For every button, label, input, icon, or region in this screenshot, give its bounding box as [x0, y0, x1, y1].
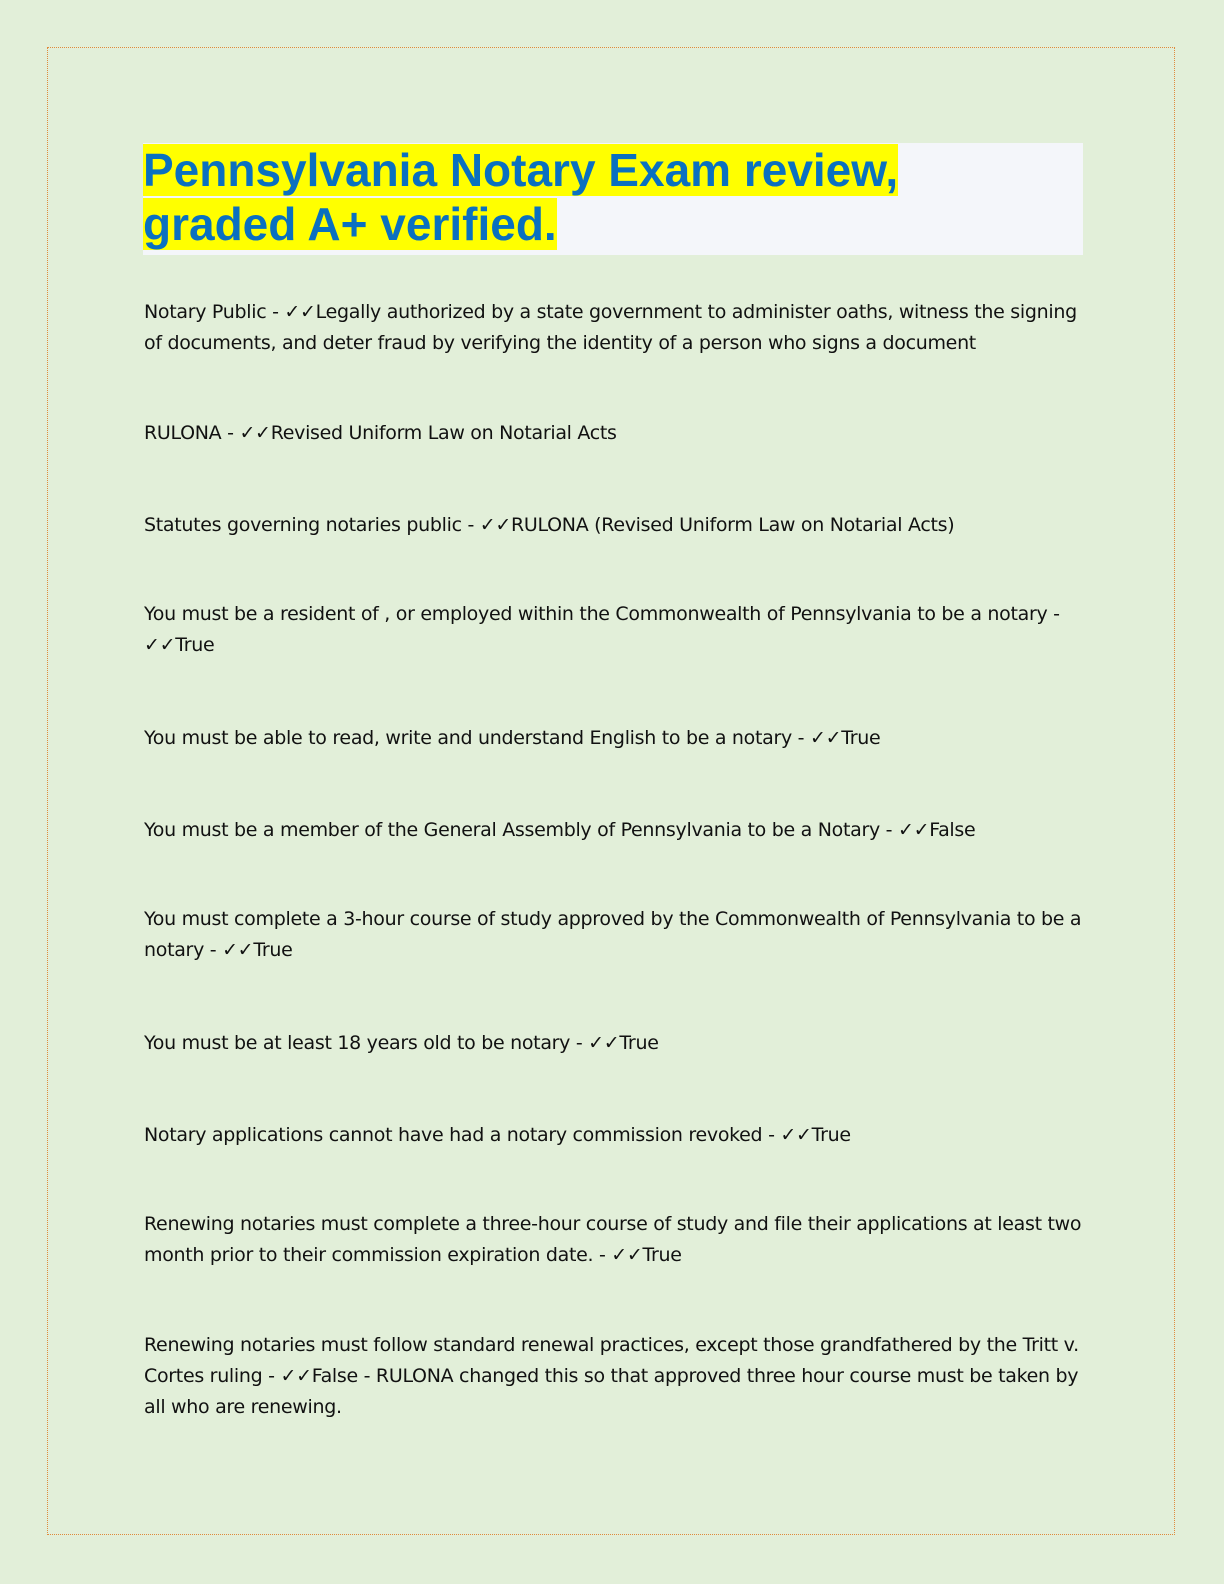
- question: You must be at least 18 years old to be notary: [144, 1032, 571, 1054]
- separator: -: [266, 301, 285, 323]
- answer: True: [811, 1124, 851, 1146]
- qa-item-renewing-course: [144, 1209, 1084, 1271]
- document-title: [143, 143, 1083, 251]
- answer: Revised Uniform Law on Notarial Acts: [270, 422, 617, 444]
- question: RULONA: [144, 422, 222, 444]
- title-block: [143, 143, 1083, 255]
- qa-item-age: [144, 1028, 1084, 1059]
- question: You must complete a 3-hour course of study approved by the Commonwealth of Pennsylvania to be a notary: [144, 908, 1082, 961]
- answer: True: [841, 727, 881, 749]
- separator: -: [204, 939, 223, 961]
- qa-item-rulona: [144, 418, 1084, 449]
- check-mark-icon: ✓✓: [479, 514, 512, 536]
- answer: True: [175, 634, 215, 656]
- check-mark-icon: ✓✓: [144, 634, 176, 656]
- qa-item-course: [144, 904, 1084, 966]
- check-mark-icon: ✓✓: [611, 1244, 643, 1266]
- qa-item-revoked: [144, 1120, 1084, 1151]
- separator: -: [791, 727, 810, 749]
- title-line-2: graded A+ verified.: [143, 198, 557, 250]
- question: You must be able to read, write and understand English to be a notary: [144, 727, 792, 749]
- check-mark-icon: ✓✓: [280, 1365, 312, 1387]
- separator: -: [221, 422, 240, 444]
- check-mark-icon: ✓✓: [222, 939, 254, 961]
- check-mark-icon: ✓✓: [239, 422, 271, 444]
- separator: -: [762, 1124, 781, 1146]
- question: Renewing notaries must complete a three-hour course of study and file their applications at least two month prior to their commission expiration date.: [144, 1213, 1082, 1266]
- page-border: [47, 47, 1175, 1535]
- separator: -: [461, 514, 480, 536]
- qa-item-english: [144, 723, 1084, 754]
- answer: Legally authorized by a state government to administer oaths, witness the signing of documents, and deter fraud by verifying the identity of a person who signs a document: [144, 301, 1077, 354]
- question: You must be a resident of , or employed within the Commonwealth of Pennsylvania to be a notary: [144, 603, 1048, 625]
- qa-item-notary-public: [144, 297, 1084, 359]
- answer: False - RULONA changed this so that approved three hour course must be taken by all who are renewing.: [144, 1365, 1079, 1418]
- answer: True: [642, 1244, 682, 1266]
- answer: True: [619, 1032, 659, 1054]
- separator: -: [879, 819, 898, 841]
- check-mark-icon: ✓✓: [284, 301, 316, 323]
- qa-item-statutes: [144, 510, 1084, 541]
- separator: -: [593, 1244, 612, 1266]
- separator: -: [570, 1032, 589, 1054]
- separator: -: [1047, 603, 1060, 625]
- question: Notary Public: [144, 301, 267, 323]
- answer: False: [929, 819, 976, 841]
- check-mark-icon: ✓✓: [897, 819, 930, 841]
- check-mark-icon: ✓✓: [588, 1032, 620, 1054]
- question: Statutes governing notaries public: [144, 514, 462, 536]
- check-mark-icon: ✓✓: [809, 727, 842, 749]
- question: Renewing notaries must follow standard renewal practices, except those grandfathered by the Tritt v. Cortes ruling: [144, 1334, 1079, 1387]
- answer: RULONA (Revised Uniform Law on Notarial Acts): [511, 514, 955, 536]
- title-line-1: Pennsylvania Notary Exam review,: [143, 144, 899, 196]
- answer: True: [253, 939, 293, 961]
- qa-item-general-assembly: [144, 815, 1084, 846]
- question: You must be a member of the General Assembly of Pennsylvania to be a Notary: [144, 819, 880, 841]
- question: Notary applications cannot have had a notary commission revoked: [144, 1124, 763, 1146]
- qa-item-renewal-practices: [144, 1330, 1084, 1423]
- qa-item-resident: [144, 599, 1084, 661]
- separator: -: [262, 1365, 281, 1387]
- check-mark-icon: ✓✓: [780, 1124, 812, 1146]
